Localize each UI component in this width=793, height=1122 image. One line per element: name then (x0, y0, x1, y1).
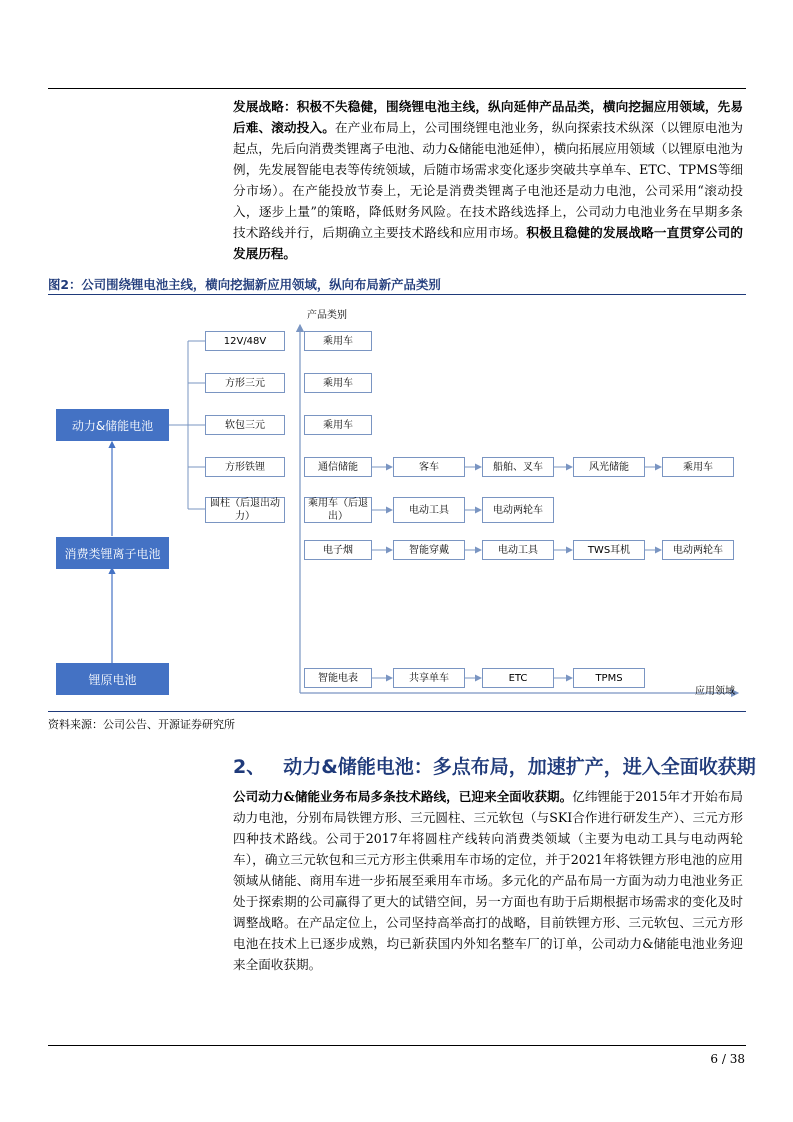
application-node-r5-c1: 智能穿戴 (393, 540, 465, 560)
figure-title: 图2：公司围绕锂电池主线，横向挖掘新应用领域，纵向布局新产品类别 (48, 277, 441, 292)
category-node-cylindrical: 圆柱（后退出动力） (205, 497, 285, 523)
footer-rule (48, 1045, 746, 1046)
x-axis-label: 应用领域 (695, 686, 735, 697)
page-number: 6 / 38 (710, 1052, 745, 1066)
application-node-r3-c4: 乘用车 (662, 457, 734, 477)
figure-source: 资料来源：公司公告、开源证券研究所 (48, 718, 235, 731)
application-node-r2-c0: 乘用车 (304, 415, 372, 435)
main-node-consumer-li-ion: 消费类锂离子电池 (56, 537, 169, 569)
application-node-r6-c1: 共享单车 (393, 668, 465, 688)
application-node-r0-c0: 乘用车 (304, 331, 372, 351)
application-node-r1-c0: 乘用车 (304, 373, 372, 393)
section-body: 亿纬锂能于2015年才开始布局动力电池，分别布局铁锂方形、三元圆柱、三元软包（与SKI合作进行研发生产）、三元方形四种技术路线。公司于2017年将圆柱产线转向消费类领域（主要为电动工具与电动两轮车），确立三元软包和三元方形主供乘用车市场的定位，并于2021年将铁锂方形电池的应用领域从储能、商用车进一步拓展至乘用车市场。多元化的产品布局一方面为动力电池业务正处于探索期的公司赢得了更大的试错空间，另一方面也有助于后期根据市场需求的变化及时调整战略。在产品定位上，公司坚持高举高打的战略，目前铁锂方形、三元软包、三元方形电池在技术上已逐步成熟，均已新获国内外知名整车厂的订单，公司动力&储能电池业务迎来全面收获期。 (233, 789, 743, 972)
application-node-r6-c0: 智能电表 (304, 668, 372, 688)
application-node-r4-c2: 电动两轮车 (482, 497, 554, 523)
section-heading (233, 752, 756, 779)
application-node-r4-c1: 电动工具 (393, 497, 465, 523)
application-node-r5-c4: 电动两轮车 (662, 540, 734, 560)
application-node-r5-c0: 电子烟 (304, 540, 372, 560)
section-bold-lead: 公司动力&储能业务布局多条技术路线，已迎来全面收获期。 (233, 789, 573, 804)
intro-body: 在产业布局上，公司围绕锂电池业务，纵向探索技术纵深（以锂原电池为起点，先后向消费类锂离子电池、动力&储能电池延伸），横向拓展应用领域（以锂原电池为例，先发展智能电表等传统领域，后随市场需求变化逐步突破共享单车、ETC、TPMS等细分市场）。在产能投放节奏上，无论是消费类锂离子电池还是动力电池，公司采用“滚动投入，逐步上量”的策略，降低财务风险。在技术路线选择上，公司动力电池业务在早期多条技术路线并行，后期确立主要技术路线和应用市场。 (233, 120, 744, 240)
category-node-prismatic-lfp: 方形铁锂 (205, 457, 285, 477)
application-node-r5-c3: TWS耳机 (573, 540, 645, 560)
application-node-r3-c2: 船舶、叉车 (482, 457, 554, 477)
application-node-r3-c3: 风光储能 (573, 457, 645, 477)
intro-bold-lead: 发展战略：积极不失稳健，围绕锂电池主线，纵向延伸产品品类，横向挖掘应用领域，先易后难、滚动投入。 (233, 99, 743, 135)
application-node-r6-c2: ETC (482, 668, 554, 688)
category-node-prismatic-ternary: 方形三元 (205, 373, 285, 393)
section-number: 2、 (233, 756, 266, 778)
main-node-primary-lithium: 锂原电池 (56, 663, 169, 695)
application-node-r3-c1: 客车 (393, 457, 465, 477)
y-axis-label: 产品类别 (307, 310, 347, 321)
section-title: 动力&储能电池：多点布局，加速扩产，进入全面收获期 (283, 756, 756, 778)
application-node-r5-c2: 电动工具 (482, 540, 554, 560)
application-node-r4-c0: 乘用车（后退出） (304, 497, 372, 523)
section-paragraph (233, 786, 743, 975)
category-node-12v48v: 12V/48V (205, 331, 285, 351)
application-node-r6-c3: TPMS (573, 668, 645, 688)
main-node-power-storage: 动力&储能电池 (56, 409, 169, 441)
category-node-pouch-ternary: 软包三元 (205, 415, 285, 435)
intro-bold-tail: 积极且稳健的发展战略一直贯穿公司的发展历程。 (233, 225, 744, 261)
application-node-r3-c0: 通信储能 (304, 457, 372, 477)
